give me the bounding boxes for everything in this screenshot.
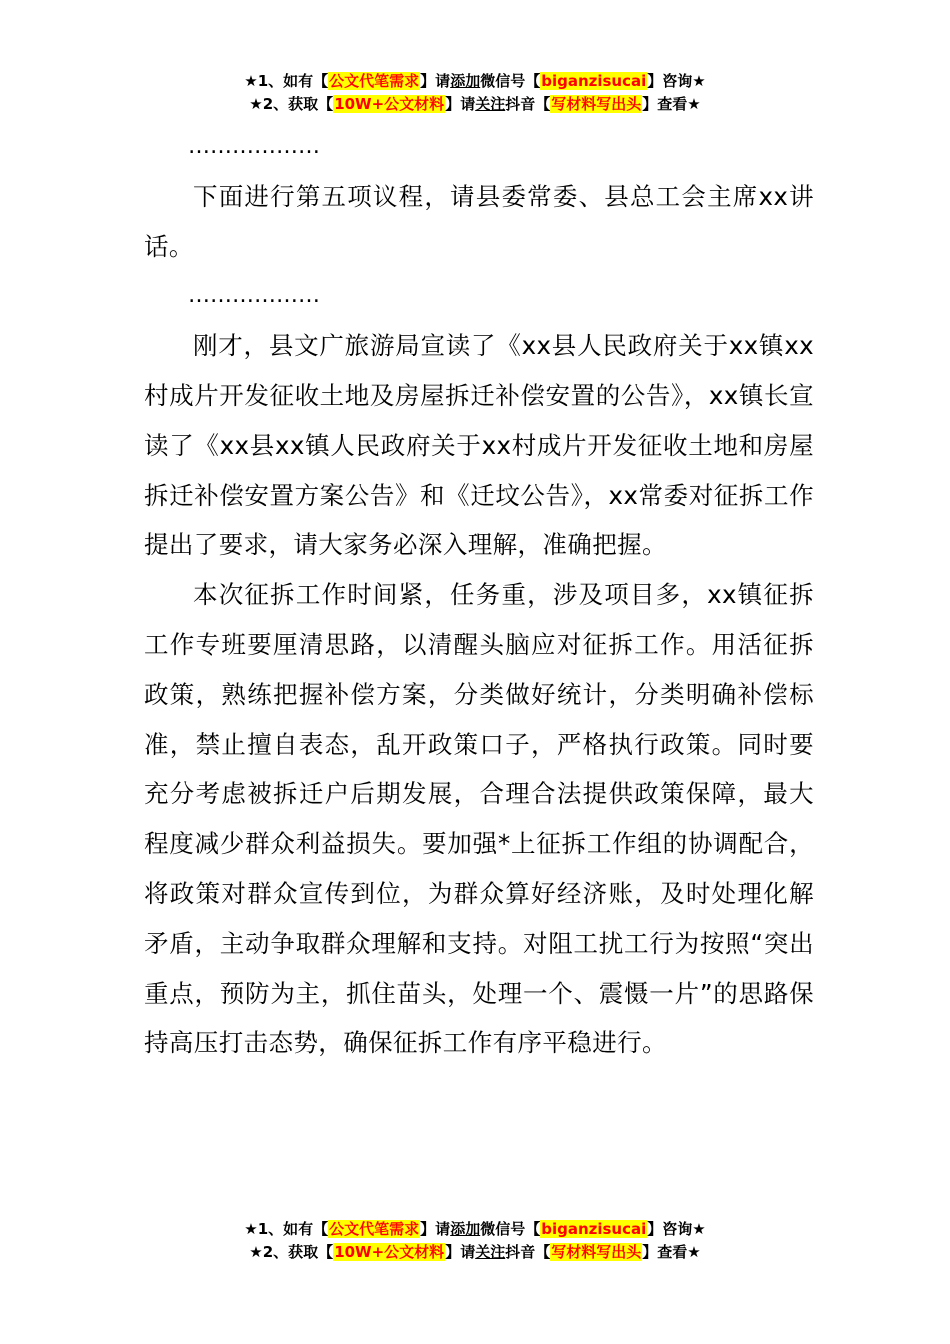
banner-emphasis: 添加 <box>450 1220 481 1238</box>
banner-text: 】查看★ <box>642 1243 701 1261</box>
banner-line-1 <box>0 70 950 93</box>
banner-emphasis: 关注 <box>475 1243 506 1261</box>
banner-line-2 <box>0 1241 950 1264</box>
banner-text: 微信号【 <box>480 72 541 90</box>
paragraph: 本次征拆工作时间紧，任务重，涉及项目多，xx镇征拆工作专班要厘清思路，以清醒头脑应对征拆工作。用活征拆政策，熟练把握补偿方案，分类做好统计，分类明确补偿标准，禁止擅自表态，乱开政策口子，严格执行政策。同时要充分考虑被拆迁户后期发展，合理合法提供政策保障，最大程度减少群众利益损失。要加强*上征拆工作组的协调配合，将政策对群众宣传到位，为群众算好经济账，及时处理化解矛盾，主动争取群众理解和支持。对阻工扰工行为按照“突出重点，预防为主，抓住苗头，处理一个、震慑一片”的思路保持高压打击态势，确保征拆工作有序平稳进行。 <box>144 580 814 1058</box>
banner-text: 】请 <box>445 95 476 113</box>
banner-text: 】查看★ <box>642 95 701 113</box>
banner-text: ★1、如有【 <box>244 1220 329 1238</box>
banner-highlight: 公文代笔需求 <box>329 1220 420 1238</box>
ellipsis-separator: ……………… <box>188 134 320 159</box>
banner-highlight: 写材料写出头 <box>551 1243 642 1261</box>
banner-emphasis: 关注 <box>475 95 506 113</box>
banner-text: 】请 <box>445 1243 476 1261</box>
banner-line-1 <box>0 1218 950 1241</box>
ellipsis-separator: ……………… <box>188 283 320 309</box>
banner-highlight: 写材料写出头 <box>551 95 642 113</box>
banner-text: ★2、获取【 <box>249 95 334 113</box>
banner-text: 】咨询★ <box>647 72 706 90</box>
banner-highlight: biganzisucai <box>541 72 647 90</box>
banner-text: 微信号【 <box>480 1220 541 1238</box>
header-banner <box>0 70 950 116</box>
banner-text: 抖音【 <box>505 95 551 113</box>
footer-banner <box>0 1218 950 1264</box>
banner-text: ★1、如有【 <box>244 72 329 90</box>
paragraph: 下面进行第五项议程，请县委常委、县总工会主席xx讲话。 <box>144 181 814 261</box>
banner-highlight: biganzisucai <box>541 1220 647 1238</box>
paragraph: 刚才，县文广旅游局宣读了《xx县人民政府关于xx镇xx村成片开发征收土地及房屋拆迁补偿安置的公告》，xx镇长宣读了《xx县xx镇人民政府关于xx村成片开发征收土地和房屋拆迁补偿安置方案公告》和《迁坟公告》，xx常委对征拆工作提出了要求，请大家务必深入理解，准确把握。 <box>144 331 814 560</box>
banner-text: 抖音【 <box>505 1243 551 1261</box>
banner-highlight: 公文代笔需求 <box>329 72 420 90</box>
banner-line-2 <box>0 93 950 116</box>
banner-highlight: 10W+公文材料 <box>334 1243 445 1261</box>
banner-highlight: 10W+公文材料 <box>334 95 445 113</box>
banner-emphasis: 添加 <box>450 72 481 90</box>
banner-text: 】请 <box>420 72 451 90</box>
banner-text: ★2、获取【 <box>249 1243 334 1261</box>
banner-text: 】请 <box>420 1220 451 1238</box>
document-body <box>144 122 814 1068</box>
banner-text: 】咨询★ <box>647 1220 706 1238</box>
